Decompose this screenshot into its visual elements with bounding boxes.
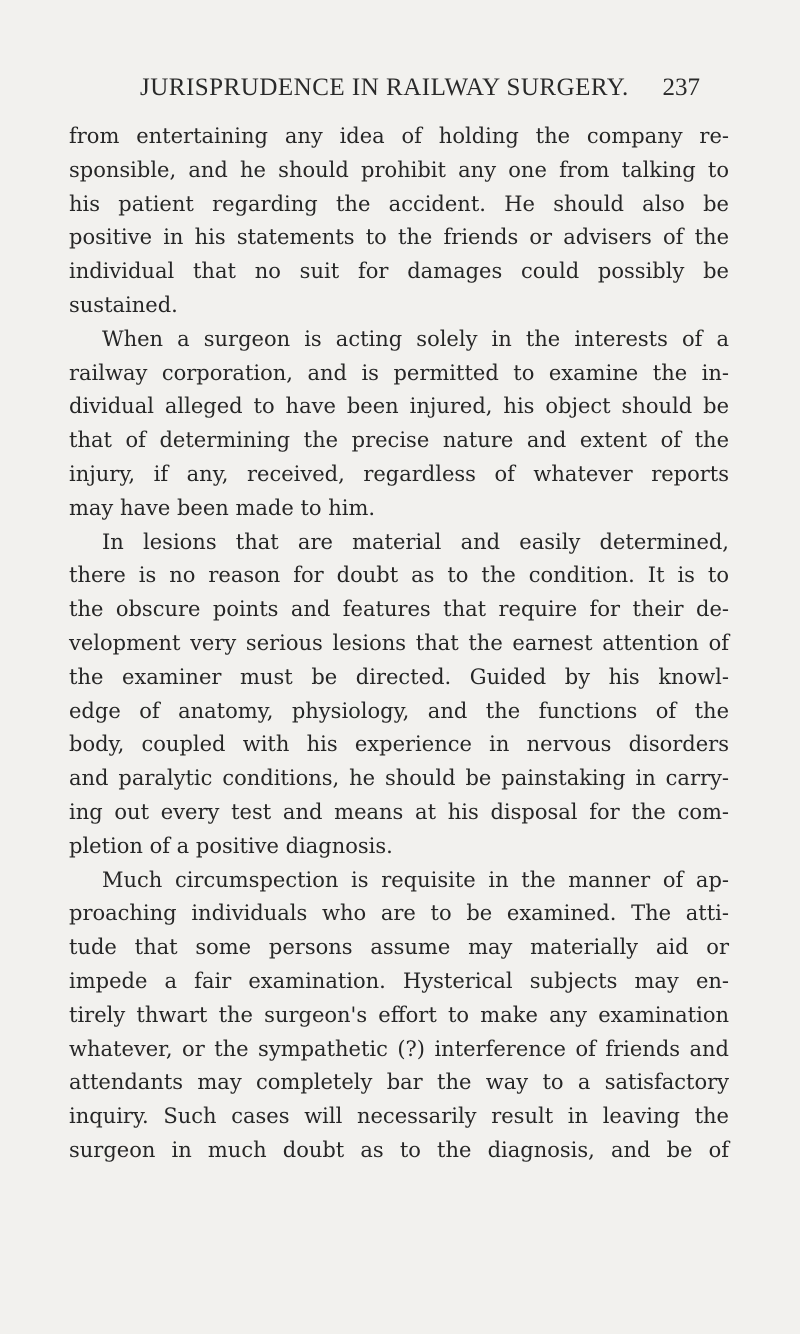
text-line: positive in his statements to the friends or advisers of the [69,225,729,250]
text-line: In lesions that are material and easily determined, [102,529,729,554]
text-line: and paralytic conditions, he should be painstaking in carry- [69,766,729,791]
text-line: impede a fair examination. Hysterical subjects may en- [69,968,729,993]
text-line: body, coupled with his experience in nervous disorders [69,732,729,757]
text-line: the obscure points and features that require for their de- [69,597,729,622]
text-line: his patient regarding the accident. He should also be [69,191,729,216]
text-line: tirely thwart the surgeon's effort to make any examination [69,1002,729,1027]
text-line: railway corporation, and is permitted to examine the in- [69,360,729,385]
text-line: edge of anatomy, physiology, and the functions of the [69,698,729,723]
page-header [140,74,700,102]
text-line: there is no reason for doubt as to the condition. It is to [69,563,729,588]
text-line: surgeon in much doubt as to the diagnosis, and be of [69,1137,729,1162]
text-line: inquiry. Such cases will necessarily result in leaving the [69,1104,729,1129]
text-line: sustained. [69,292,178,317]
text-line: whatever, or the sympathetic (?) interference of friends and [69,1036,729,1061]
text-line: tude that some persons assume may materially aid or [69,935,729,960]
page-number: 237 [662,74,700,101]
text-line: dividual alleged to have been injured, his object should be [69,394,729,419]
text-line: ing out every test and means at his disposal for the com- [69,799,729,824]
text-line: pletion of a positive diagnosis. [69,833,393,858]
text-line: proaching individuals who are to be examined. The atti- [69,901,729,926]
text-line: injury, if any, received, regardless of whatever reports [69,461,729,486]
text-line: that of determining the precise nature and extent of the [69,428,729,453]
text-line: When a surgeon is acting solely in the interests of a [102,326,729,351]
text-line: attendants may completely bar the way to a satisfactory [69,1070,729,1095]
body-text [69,120,729,1168]
text-line: sponsible, and he should prohibit any one from talking to [69,157,729,182]
running-head: JURISPRUDENCE IN RAILWAY SURGERY. [140,74,629,101]
text-line: Much circumspection is requisite in the manner of ap- [102,867,729,892]
text-line: individual that no suit for damages could possibly be [69,259,729,284]
text-line: from entertaining any idea of holding the company re- [69,124,729,148]
text-line: velopment very serious lesions that the earnest attention of [69,630,729,655]
text-line: the examiner must be directed. Guided by his knowl- [69,664,729,689]
text-line: may have been made to him. [69,495,376,520]
